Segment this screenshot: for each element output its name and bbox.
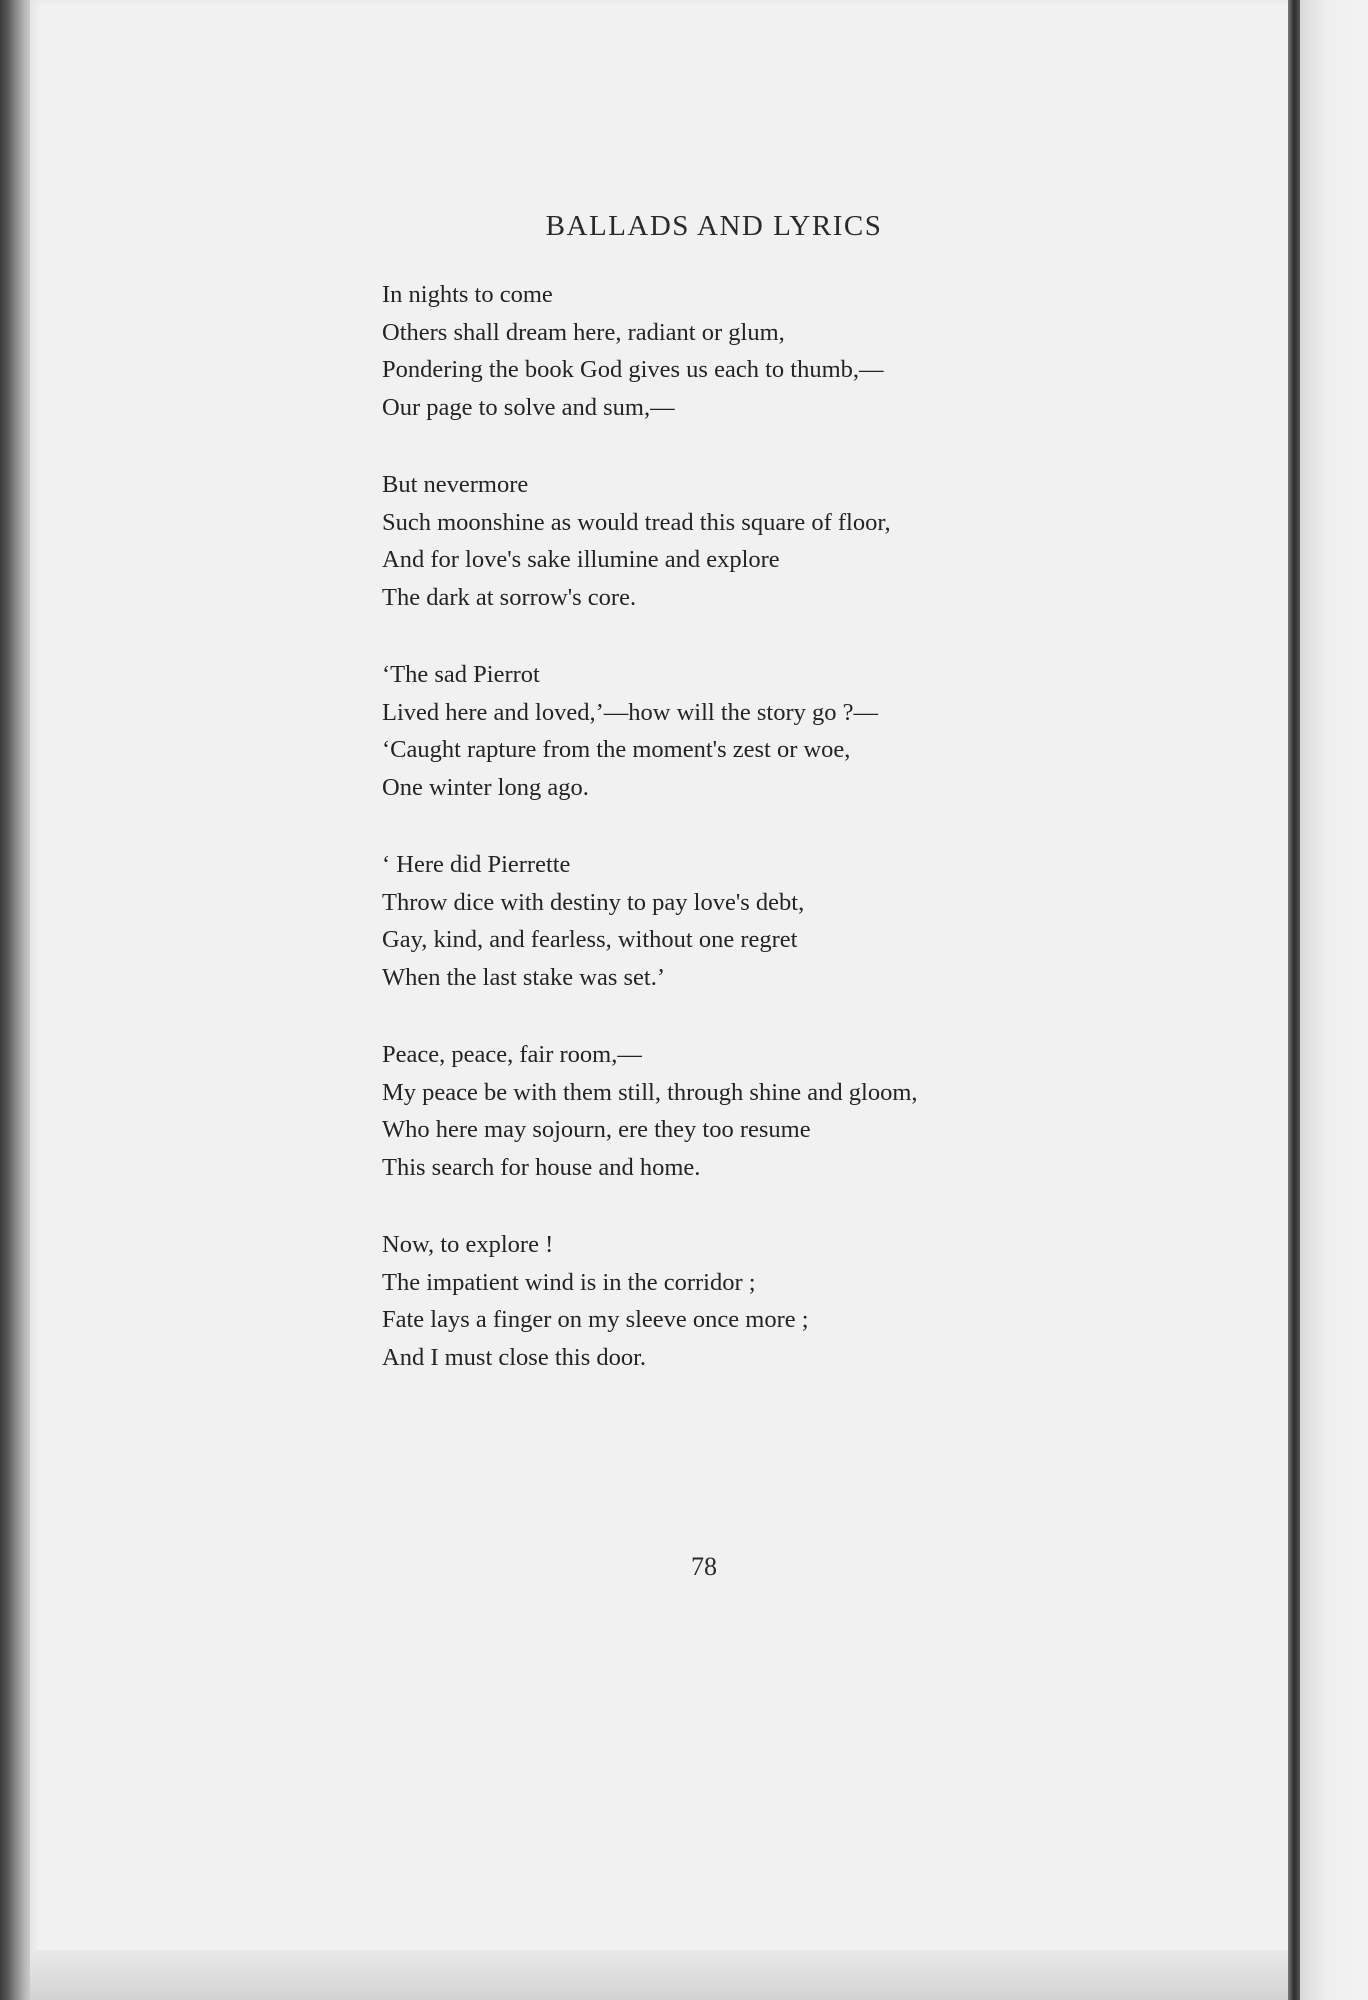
- page-bottom-shadow: [30, 1950, 1292, 2000]
- poem-line: Pondering the book God gives us each to thumb,—: [382, 356, 884, 383]
- poem-line: Now, to explore !: [382, 1231, 554, 1258]
- poem-line: In nights to come: [382, 281, 553, 308]
- poem-line: The impatient wind is in the corridor ;: [382, 1268, 756, 1296]
- running-head: BALLADS AND LYRICS: [545, 210, 883, 242]
- poem-line: When the last stake was set.’: [382, 963, 666, 991]
- poem-line: Lived here and loved,’—how will the story go ?—: [382, 698, 879, 726]
- poem-line: Fate lays a finger on my sleeve once more ;: [382, 1306, 809, 1333]
- stanza: [382, 846, 918, 996]
- stanza: [382, 656, 918, 806]
- poem-line: ‘The sad Pierrot: [382, 661, 540, 688]
- stanza: [382, 1036, 918, 1186]
- poem-line: Gay, kind, and fearless, without one regret: [382, 926, 798, 953]
- stanza: [382, 466, 918, 616]
- poem-line: The dark at sorrow's core.: [382, 583, 637, 611]
- poem-line: ‘Caught rapture from the moment's zest or woe,: [382, 736, 851, 763]
- poem-line: Such moonshine as would tread this square of floor,: [382, 508, 891, 536]
- poem-body: [382, 276, 918, 1416]
- page-number: 78: [691, 1552, 717, 1581]
- poem-line: This search for house and home.: [382, 1153, 701, 1181]
- stanza: [382, 276, 918, 426]
- poem-line: My peace be with them still, through shine and gloom,: [382, 1078, 918, 1106]
- poem-line: Our page to solve and sum,—: [382, 393, 675, 421]
- next-page-edge: [1300, 0, 1368, 2000]
- poem-line: Who here may sojourn, ere they too resume: [382, 1116, 811, 1143]
- poem-line: Peace, peace, fair room,—: [382, 1041, 642, 1068]
- poem-line: Throw dice with destiny to pay love's debt,: [382, 888, 805, 916]
- poem-line: And I must close this door.: [382, 1343, 647, 1371]
- poem-line: And for love's sake illumine and explore: [382, 546, 780, 573]
- poem-line: One winter long ago.: [382, 773, 589, 801]
- poem-line: ‘ Here did Pierrette: [382, 851, 571, 878]
- book-spine-gutter: [1288, 0, 1300, 2000]
- poem-line: Others shall dream here, radiant or glum,: [382, 318, 785, 346]
- poem-line: But nevermore: [382, 471, 529, 498]
- stanza: [382, 1226, 918, 1376]
